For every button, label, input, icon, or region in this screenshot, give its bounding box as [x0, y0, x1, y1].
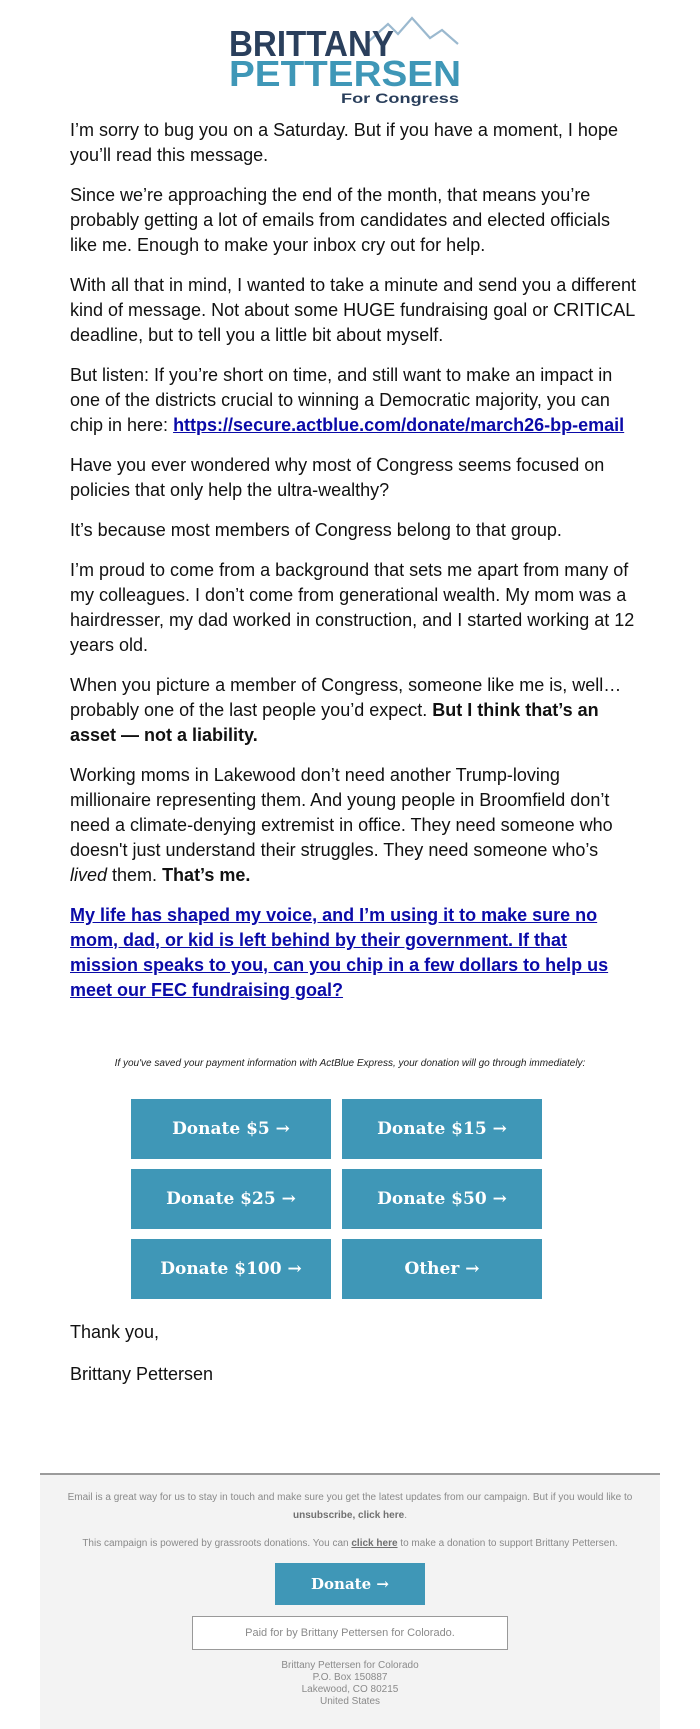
email-footer — [40, 1473, 660, 1729]
unsubscribe-link[interactable]: unsubscribe, click here — [293, 1510, 405, 1521]
donate-50-button[interactable]: Donate $50 → — [342, 1169, 542, 1229]
signoff — [70, 1320, 213, 1404]
mailing-address — [40, 1660, 660, 1708]
unsubscribe-end: . — [404, 1510, 407, 1521]
donate-100-button[interactable]: Donate $100 → — [131, 1239, 331, 1299]
working-moms-text: Working moms in Lakewood don’t need another Trump-loving millionaire representing them. And young people in Broomfield don’t need a climate-denying extremist in office. They need someone who doesn't just understand their struggles. They need someone who’s — [70, 765, 613, 860]
footer-grassroots-text — [40, 1537, 660, 1551]
actblue-express-note: If you've saved your payment information with ActBlue Express, your donation will go through immediately: — [114, 1058, 586, 1069]
paragraph-end-of-month: Since we’re approaching the end of the month, that means you’re probably getting a lot of emails from candidates and elected officials like me. Enough to make your inbox cry out for help. — [70, 185, 610, 255]
picture-text: When you picture a member of Congress, someone like me is, well… probably one of the last people you’d expect. — [70, 675, 622, 720]
donate-15-button[interactable]: Donate $15 → — [342, 1099, 542, 1159]
paragraph-different-message: With all that in mind, I wanted to take a minute and send you a different kind of message. Not about some HUGE fundraising goal or CRITICAL deadline, but to tell you a little bit about myself. — [70, 275, 636, 345]
logo-last-name: PETTERSEN — [229, 53, 461, 94]
campaign-logo — [0, 14, 700, 109]
grassroots-intro: This campaign is powered by grassroots donations. You can — [82, 1538, 352, 1549]
address-line-org: Brittany Pettersen for Colorado — [281, 1660, 419, 1671]
mission-donate-link[interactable]: My life has shaped my voice, and I’m using it to make sure no mom, dad, or kid is left behind by their government. If that mission speaks to you, can you chip in a few dollars to help us meet our FEC fundraising goal? — [70, 905, 609, 1000]
asset-bold-text: But I think that’s an asset — not a liability. — [70, 700, 599, 745]
footer-donate-button[interactable]: Donate → — [275, 1563, 425, 1605]
unsubscribe-intro: Email is a great way for us to stay in touch and make sure you get the latest updates from our campaign. But if you would like to — [67, 1492, 633, 1503]
paragraph-wealthy: It’s because most members of Congress belong to that group. — [70, 520, 562, 540]
address-line-pobox: P.O. Box 150887 — [312, 1672, 388, 1683]
grassroots-end: to make a donation to support Brittany Pettersen. — [397, 1538, 618, 1549]
footer-click-here-link[interactable]: click here — [351, 1538, 398, 1549]
thats-me-bold: That’s me. — [162, 865, 251, 885]
paragraph-working-moms — [70, 763, 636, 888]
donate-other-button[interactable]: Other → — [342, 1239, 542, 1299]
address-line-city: Lakewood, CO 80215 — [301, 1684, 399, 1695]
paragraph-picture — [70, 673, 636, 748]
paragraph-chip-in — [70, 363, 636, 438]
them-text: them. — [107, 865, 163, 885]
email-body — [70, 118, 636, 1018]
address-line-country: United States — [319, 1696, 381, 1707]
paragraph-question: Have you ever wondered why most of Congress seems focused on policies that only help the ultra-wealthy? — [70, 455, 605, 500]
thank-you-text: Thank you, — [70, 1322, 160, 1342]
paragraph-intro: I’m sorry to bug you on a Saturday. But if you have a moment, I hope you’ll read this message. — [70, 120, 618, 165]
signature-name: Brittany Pettersen — [70, 1364, 214, 1384]
donate-5-button[interactable]: Donate $5 → — [131, 1099, 331, 1159]
logo-graphic — [220, 14, 480, 109]
footer-unsubscribe-text — [60, 1489, 640, 1525]
actblue-donate-link[interactable]: https://secure.actblue.com/donate/march26-bp-email — [173, 415, 625, 435]
paid-for-disclaimer: Paid for by Brittany Pettersen for Colorado. — [192, 1616, 508, 1650]
logo-first-name: BRITTANY — [229, 23, 394, 64]
paragraph-mission-link — [70, 903, 636, 1003]
paragraph-background: I’m proud to come from a background that sets me apart from many of my colleagues. I don’t come from generational wealth. My mom was a hairdresser, my dad worked in construction, and I started working at 12 years old. — [70, 560, 635, 655]
lived-italic: lived — [70, 865, 108, 885]
logo-tagline: For Congress — [341, 90, 460, 106]
donate-25-button[interactable]: Donate $25 → — [131, 1169, 331, 1229]
chip-in-text: But listen: If you’re short on time, and still want to make an impact in one of the districts crucial to winning a Democratic majority, you can chip in here: — [70, 365, 613, 435]
